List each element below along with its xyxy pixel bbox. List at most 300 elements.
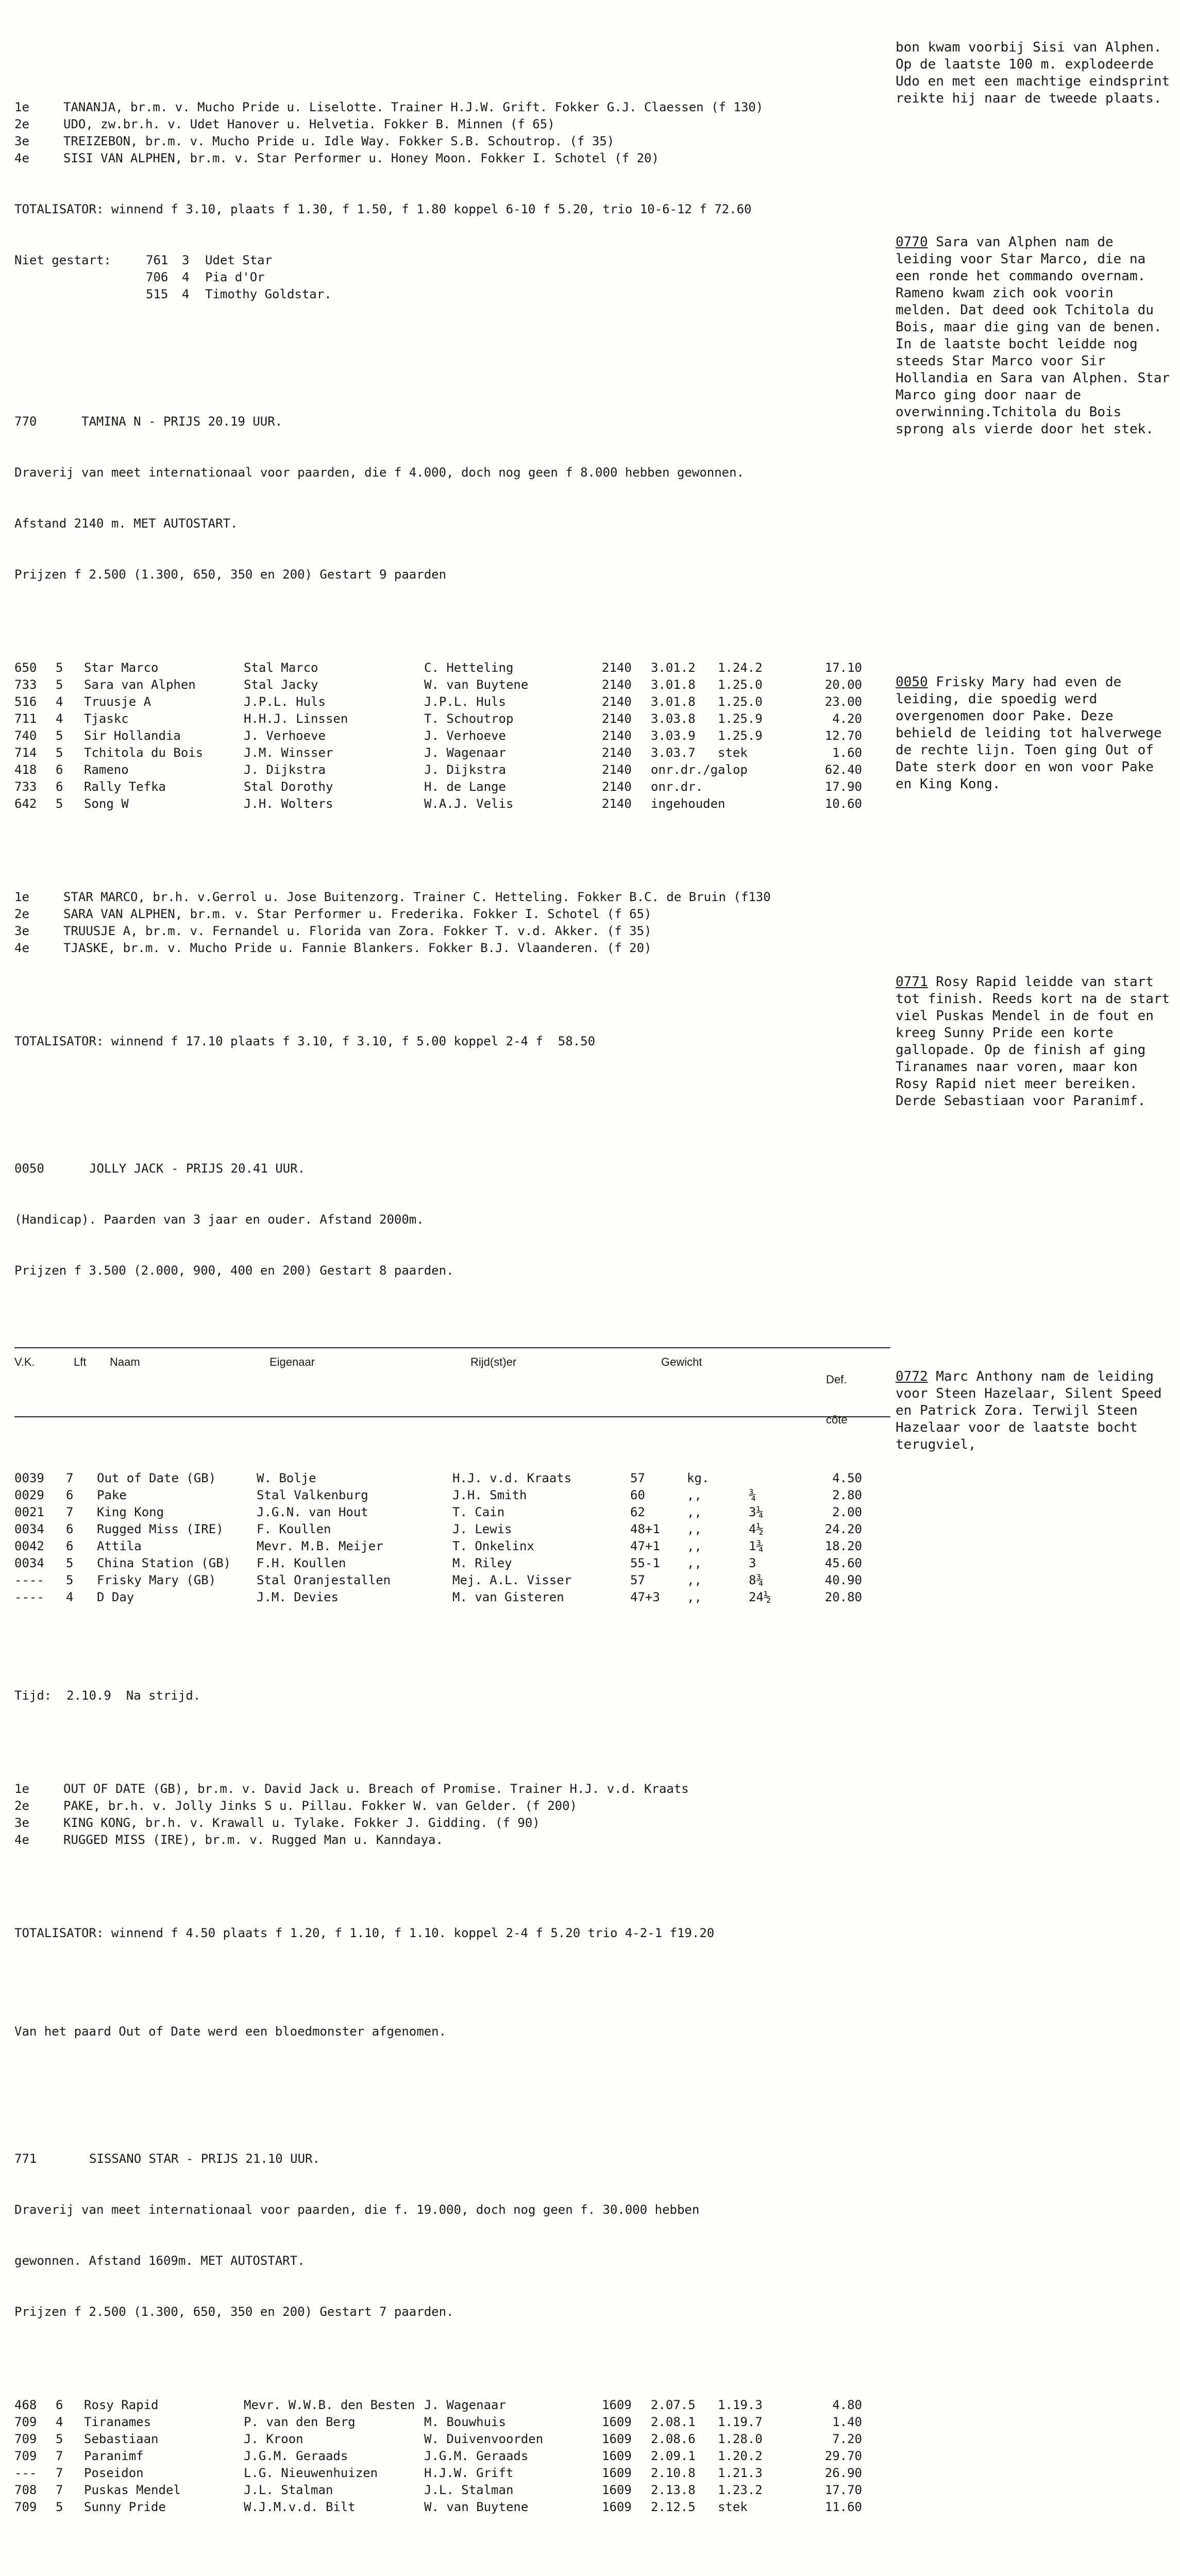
- race1-niet-gestart: [14, 252, 890, 303]
- horse-name: Rameno: [84, 762, 129, 777]
- distance: 2140: [602, 660, 632, 675]
- owner: Stal Marco: [244, 660, 318, 675]
- distance: 2140: [602, 711, 632, 726]
- horse-name: Rugged Miss (IRE): [97, 1522, 224, 1536]
- weight: 60: [630, 1488, 645, 1502]
- niet-gestart-row: [14, 286, 890, 303]
- table-row: [14, 693, 890, 710]
- table-row: [14, 2431, 890, 2448]
- race-title: TAMINA N - PRIJS 20.19 UUR.: [81, 414, 283, 429]
- horse-name: Timothy Goldstar.: [205, 287, 332, 301]
- age: 5: [56, 728, 63, 743]
- horse-name: Song W: [84, 796, 129, 811]
- results-column: [14, 31, 890, 2576]
- placing-position: 4e: [14, 151, 29, 165]
- time: 3.03.7: [651, 745, 696, 760]
- placing-row: [14, 1832, 890, 1849]
- driver: J.G.M. Geraads: [424, 2449, 529, 2463]
- table-row: [14, 659, 890, 676]
- race0050-time: Tijd: 2.10.9 Na strijd.: [14, 1688, 201, 1703]
- niet-gestart-row: [14, 252, 890, 269]
- time: 2.12.5: [651, 2500, 696, 2514]
- niet-gestart-row: [14, 269, 890, 286]
- race1-comment: [896, 39, 1174, 107]
- table-row: [14, 761, 890, 778]
- vk-number: 0034: [14, 1556, 44, 1570]
- horse-name: Sebastiaan: [84, 2432, 159, 2446]
- age: 5: [66, 1556, 74, 1570]
- age: 3: [182, 253, 190, 267]
- km-time: 1.19.3: [718, 2398, 763, 2412]
- age: 5: [56, 660, 63, 675]
- vk-number: 0042: [14, 1539, 44, 1553]
- age: 6: [56, 2398, 63, 2412]
- placing-text: SARA VAN ALPHEN, br.m. v. Star Performer u. Frederika. Fokker I. Schotel (f 65): [63, 907, 652, 921]
- distance: 1609: [602, 2500, 632, 2514]
- entry-number: 516: [14, 694, 37, 709]
- age: 5: [56, 796, 63, 811]
- age: 5: [56, 2432, 63, 2446]
- race770-results-table: [14, 659, 890, 812]
- km-time: 1.19.7: [718, 2415, 763, 2429]
- age: 4: [56, 694, 63, 709]
- distance-margin: 4½: [749, 1522, 764, 1536]
- header-lft: Lft: [74, 1355, 87, 1368]
- owner: J.M. Devies: [257, 1590, 339, 1604]
- horse-name: Sara van Alphen: [84, 677, 196, 692]
- km-time: 1.20.2: [718, 2449, 763, 2463]
- rider: J.H. Smith: [452, 1488, 527, 1502]
- odds: 1.60: [832, 745, 862, 760]
- time: onr.dr./galop: [651, 762, 748, 777]
- owner: Stal Oranjestallen: [257, 1573, 391, 1587]
- placing-row: [14, 1798, 890, 1815]
- horse-name: Rosy Rapid: [84, 2398, 159, 2412]
- race-number: 0050: [14, 1161, 44, 1176]
- km-time: 1.25.0: [718, 694, 763, 709]
- comment-code: 0772: [896, 1369, 928, 1384]
- race-title: SISSANO STAR - PRIJS 21.10 UUR.: [89, 2151, 320, 2166]
- time: onr.dr.: [651, 779, 703, 794]
- header-def: [826, 1346, 878, 1426]
- age: 4: [56, 711, 63, 726]
- weight: 47+1: [630, 1539, 660, 1553]
- race772-comment: [896, 1368, 1174, 1453]
- owner: L.G. Nieuwenhuizen: [244, 2466, 378, 2480]
- vk-number: 0021: [14, 1505, 44, 1519]
- rider: H.J. v.d. Kraats: [452, 1471, 572, 1485]
- time: 3.01.8: [651, 677, 696, 692]
- driver: W. van Buytene: [424, 2500, 529, 2514]
- horse-name: Truusje A: [84, 694, 151, 709]
- unit: kg.: [687, 1471, 710, 1485]
- odds: 45.60: [824, 1556, 862, 1570]
- km-time: [718, 761, 800, 778]
- distance: 2140: [602, 677, 632, 692]
- weight: 47+3: [630, 1590, 660, 1604]
- age: 7: [66, 1471, 74, 1485]
- km-time: [718, 778, 800, 795]
- odds: 62.40: [824, 762, 862, 777]
- race770-totalisator: TOTALISATOR: winnend f 17.10 plaats f 3.10, f 3.10, f 5.00 koppel 2-4 f 58.50: [14, 1034, 596, 1048]
- owner: J.G.N. van Hout: [257, 1505, 368, 1519]
- distance-margin: 24½: [749, 1590, 771, 1604]
- table-row: [14, 2414, 890, 2431]
- age: 4: [182, 287, 190, 301]
- owner: F.H. Koullen: [257, 1556, 346, 1570]
- header-def-line1: Def.: [826, 1373, 847, 1386]
- km-time: 1.23.2: [718, 2483, 763, 2497]
- time: 2.08.6: [651, 2432, 696, 2446]
- distance: 1609: [602, 2398, 632, 2412]
- header-vk: V.K.: [14, 1355, 35, 1368]
- placing-position: 4e: [14, 1833, 29, 1847]
- comment-text: Rosy Rapid leidde van start tot finish. Reeds kort na de start viel Puskas Mendel in de fout en kreeg Sunny Pride een korte gallopade. Op de finish af ging Tiranames naar voren, maar kon Rosy Rapid niet meer bereiken. Derde Sebastiaan voor Paranimf.: [896, 974, 1170, 1109]
- distance-margin: 1¾: [749, 1539, 764, 1553]
- placing-row: [14, 940, 890, 957]
- odds: 2.00: [832, 1505, 862, 1519]
- odds: 18.20: [824, 1539, 862, 1553]
- niet-gestart-label: Niet gestart:: [14, 253, 111, 267]
- age: 6: [66, 1488, 74, 1502]
- header-rijder: Rijd(st)er: [470, 1355, 517, 1368]
- odds: 20.80: [824, 1590, 862, 1604]
- time: 3.01.2: [651, 660, 696, 675]
- age: 5: [56, 745, 63, 760]
- placing-position: 1e: [14, 890, 29, 904]
- horse-name: Paranimf: [84, 2449, 144, 2463]
- time: ingehouden: [651, 796, 726, 811]
- time: 2.10.8: [651, 2466, 696, 2480]
- table-row: [14, 1470, 890, 1487]
- placing-position: 1e: [14, 100, 29, 114]
- unit: ,,: [687, 1539, 702, 1553]
- distance: 1609: [602, 2449, 632, 2463]
- race1-totalisator: TOTALISATOR: winnend f 3.10, plaats f 1.30, f 1.50, f 1.80 koppel 6-10 f 5.20, trio 10-6-12 f 72.60: [14, 202, 752, 216]
- niet-gestart-label: [14, 269, 146, 286]
- odds: 17.90: [824, 779, 862, 794]
- age: 7: [56, 2466, 63, 2480]
- distance-margin: 3: [749, 1556, 756, 1570]
- horse-name: Pia d'Or: [205, 270, 265, 284]
- distance: 1609: [602, 2466, 632, 2480]
- driver: J. Verhoeve: [424, 728, 506, 743]
- odds: 26.90: [824, 2466, 862, 2480]
- driver: C. Hetteling: [424, 660, 514, 675]
- km-time: 1.25.9: [718, 728, 763, 743]
- age: 7: [56, 2449, 63, 2463]
- time: 2.09.1: [651, 2449, 696, 2463]
- distance: 2140: [602, 762, 632, 777]
- race0050-heading: [14, 1160, 890, 1177]
- placing-position: 2e: [14, 117, 29, 131]
- driver: T. Schoutrop: [424, 711, 514, 726]
- time: 2.08.1: [651, 2415, 696, 2429]
- race-prizes: Prijzen f 2.500 (1.300, 650, 350 en 200) Gestart 9 paarden: [14, 567, 447, 582]
- driver: J. Wagenaar: [424, 745, 506, 760]
- entry-number: 709: [14, 2449, 37, 2463]
- owner: W.J.M.v.d. Bilt: [244, 2500, 356, 2514]
- distance: 2140: [602, 796, 632, 811]
- horse-name: Star Marco: [84, 660, 159, 675]
- entry-number: 709: [14, 2432, 37, 2446]
- driver: M. Bouwhuis: [424, 2415, 506, 2429]
- comment-code: 0771: [896, 974, 928, 990]
- entry-number: 709: [14, 2415, 37, 2429]
- race-description: Draverij van meet internationaal voor paarden, die f 4.000, doch nog geen f 8.000 hebben gewonnen.: [14, 465, 745, 480]
- distance: 2140: [602, 694, 632, 709]
- age: 4: [56, 2415, 63, 2429]
- owner: J. Verhoeve: [244, 728, 326, 743]
- comment-text: bon kwam voorbij Sisi van Alphen. Op de laatste 100 m. explodeerde Udo en met een machtige eindsprint reikte hij naar de tweede plaats.: [896, 40, 1170, 106]
- owner: J.L. Stalman: [244, 2483, 333, 2497]
- odds: 4.50: [832, 1471, 862, 1485]
- distance: 2140: [602, 728, 632, 743]
- unit: ,,: [687, 1505, 702, 1519]
- placing-text: TRUUSJE A, br.m. v. Fernandel u. Florida van Zora. Fokker T. v.d. Akker. (f 35): [63, 924, 652, 938]
- owner: J.G.M. Geraads: [244, 2449, 348, 2463]
- age: 4: [66, 1590, 74, 1604]
- driver: W.A.J. Velis: [424, 796, 514, 811]
- horse-name: Sunny Pride: [84, 2500, 166, 2514]
- odds: 40.90: [824, 1573, 862, 1587]
- table-row: [14, 676, 890, 693]
- race0050-totalisator: TOTALISATOR: winnend f 4.50 plaats f 1.20, f 1.10, f 1.10. koppel 2-4 f 5.20 trio 4-2-1 f19.20: [14, 1926, 715, 1940]
- odds: 1.40: [832, 2415, 862, 2429]
- race770-comment: [896, 234, 1174, 438]
- age: 5: [66, 1573, 74, 1587]
- weight: 57: [630, 1573, 645, 1587]
- race-number: 770: [14, 414, 37, 429]
- unit: ,,: [687, 1522, 702, 1536]
- header-naam: Naam: [110, 1355, 140, 1368]
- comment-text: Frisky Mary had even de leiding, die spoedig werd overgenomen door Pake. Deze behield de leiding tot halverwege de rechte lijn. Toen ging Out of Date sterk door en won voor Pake en King Kong.: [896, 674, 1162, 792]
- vk-number: 0034: [14, 1522, 44, 1536]
- placing-text: PAKE, br.h. v. Jolly Jinks S u. Pillau. Fokker W. van Gelder. (f 200): [63, 1799, 577, 1813]
- race771-comment: [896, 974, 1174, 1110]
- horse-name: Poseidon: [84, 2466, 144, 2480]
- placing-text: TREIZEBON, br.m. v. Mucho Pride u. Idle Way. Fokker S.B. Schoutrop. (f 35): [63, 134, 615, 148]
- owner: Stal Dorothy: [244, 779, 333, 794]
- header-gewicht: Gewicht: [661, 1355, 702, 1368]
- race0050-results-table: [14, 1470, 890, 1606]
- distance: 1609: [602, 2432, 632, 2446]
- comment-text: Marc Anthony nam de leiding voor Steen Hazelaar, Silent Speed en Patrick Zora. Terwijl Steen Hazelaar voor de laatste bocht terugviel,: [896, 1369, 1162, 1452]
- driver: J. Dijkstra: [424, 762, 506, 777]
- placing-text: KING KONG, br.h. v. Krawall u. Tylake. Fokker J. Gidding. (f 90): [63, 1816, 540, 1830]
- placing-row: [14, 889, 890, 906]
- table-row: [14, 1589, 890, 1606]
- age: 7: [66, 1505, 74, 1519]
- entry-number: 740: [14, 728, 37, 743]
- table-row: [14, 2482, 890, 2499]
- entry-number: 468: [14, 2398, 37, 2412]
- distance-margin: ¾: [749, 1488, 756, 1502]
- horse-name: Pake: [97, 1488, 127, 1502]
- horse-name: Out of Date (GB): [97, 1471, 216, 1485]
- race-distance: Afstand 2140 m. MET AUTOSTART.: [14, 516, 238, 531]
- odds: 4.20: [832, 711, 862, 726]
- odds: 2.80: [832, 1488, 862, 1502]
- placing-position: 2e: [14, 907, 29, 921]
- unit: ,,: [687, 1488, 702, 1502]
- owner: J. Dijkstra: [244, 762, 326, 777]
- time: 3.03.8: [651, 711, 696, 726]
- owner: F. Koullen: [257, 1522, 331, 1536]
- rider: M. Riley: [452, 1556, 512, 1570]
- table-row: [14, 1555, 890, 1572]
- rider: Mej. A.L. Visser: [452, 1573, 572, 1587]
- table-row: [14, 2465, 890, 2482]
- owner: J.H. Wolters: [244, 796, 333, 811]
- distance: 1609: [602, 2483, 632, 2497]
- km-time: stek: [718, 745, 748, 760]
- unit: ,,: [687, 1590, 702, 1604]
- race0050-placings: [14, 1781, 890, 1849]
- table-header: [14, 1313, 890, 1426]
- placing-row: [14, 923, 890, 940]
- time: 3.01.8: [651, 694, 696, 709]
- entry-number: 709: [14, 2500, 37, 2514]
- comment-code: 0770: [896, 234, 928, 250]
- unit: ,,: [687, 1556, 702, 1570]
- horse-name: Sir Hollandia: [84, 728, 181, 743]
- owner: H.H.J. Linssen: [244, 711, 348, 726]
- rider: T. Onkelinx: [452, 1539, 534, 1553]
- owner: J.M. Winsser: [244, 745, 333, 760]
- age: 6: [56, 779, 63, 794]
- race-prizes: Prijzen f 3.500 (2.000, 900, 400 en 200) Gestart 8 paarden.: [14, 1263, 454, 1278]
- weight: 57: [630, 1471, 645, 1485]
- placing-position: 2e: [14, 1799, 29, 1813]
- entry-number: 515: [146, 287, 168, 301]
- placing-text: TANANJA, br.m. v. Mucho Pride u. Liselotte. Trainer H.J.W. Grift. Fokker G.J. Claessen (f 130): [63, 100, 764, 114]
- table-row: [14, 1572, 890, 1589]
- entry-number: 708: [14, 2483, 37, 2497]
- weight: 62: [630, 1505, 645, 1519]
- owner: J.P.L. Huls: [244, 694, 326, 709]
- odds: 20.00: [824, 677, 862, 692]
- header-eigenaar: Eigenaar: [269, 1355, 315, 1368]
- distance-margin: 8¾: [749, 1573, 764, 1587]
- table-row: [14, 727, 890, 744]
- placing-row: [14, 1781, 890, 1798]
- entry-number: 650: [14, 660, 37, 675]
- odds: 24.20: [824, 1522, 862, 1536]
- weight: 55-1: [630, 1556, 660, 1570]
- odds: 10.60: [824, 796, 862, 811]
- header-def-line2: côte: [826, 1413, 848, 1426]
- entry-number: 711: [14, 711, 37, 726]
- owner: J. Kroon: [244, 2432, 304, 2446]
- placing-text: UDO, zw.br.h. v. Udet Hanover u. Helvetia. Fokker B. Minnen (f 65): [63, 117, 555, 131]
- race0050-note: Van het paard Out of Date werd een bloedmonster afgenomen.: [14, 2024, 447, 2039]
- entry-number: 706: [146, 270, 168, 284]
- owner: Mevr. W.W.B. den Besten: [244, 2398, 415, 2412]
- unit: ,,: [687, 1573, 702, 1587]
- horse-name: Frisky Mary (GB): [97, 1573, 216, 1587]
- odds: 17.10: [824, 660, 862, 675]
- race770-placings: [14, 889, 890, 957]
- race-description: (Handicap). Paarden van 3 jaar en ouder. Afstand 2000m.: [14, 1212, 424, 1227]
- weight: 48+1: [630, 1522, 660, 1536]
- placing-text: RUGGED MISS (IRE), br.m. v. Rugged Man u. Kanndaya.: [63, 1833, 443, 1847]
- vk-number: 0039: [14, 1471, 44, 1485]
- km-time: 1.21.3: [718, 2466, 763, 2480]
- table-row: [14, 2448, 890, 2465]
- distance-margin: 3¼: [749, 1505, 764, 1519]
- placing-position: 3e: [14, 1816, 29, 1830]
- placing-text: SISI VAN ALPHEN, br.m. v. Star Performer u. Honey Moon. Fokker I. Schotel (f 20): [63, 151, 659, 165]
- horse-name: Tchitola du Bois: [84, 745, 204, 760]
- entry-number: ---: [14, 2466, 37, 2480]
- placing-row: [14, 133, 890, 150]
- table-row: [14, 710, 890, 727]
- age: 6: [66, 1522, 74, 1536]
- driver: W. Duivenvoorden: [424, 2432, 544, 2446]
- horse-name: Puskas Mendel: [84, 2483, 181, 2497]
- odds: 23.00: [824, 694, 862, 709]
- driver: J.L. Stalman: [424, 2483, 514, 2497]
- rider: M. van Gisteren: [452, 1590, 564, 1604]
- odds: 7.20: [832, 2432, 862, 2446]
- horse-name: Attila: [97, 1539, 142, 1553]
- odds: 17.70: [824, 2483, 862, 2497]
- km-time: [718, 795, 800, 812]
- rider: T. Cain: [452, 1505, 505, 1519]
- race-title: JOLLY JACK - PRIJS 20.41 UUR.: [89, 1161, 306, 1176]
- race-distance: gewonnen. Afstand 1609m. MET AUTOSTART.: [14, 2253, 305, 2268]
- placing-row: [14, 1815, 890, 1832]
- placing-row: [14, 116, 890, 133]
- niet-gestart-label: [14, 286, 146, 303]
- horse-name: Tjaskc: [84, 711, 129, 726]
- odds: 29.70: [824, 2449, 862, 2463]
- vk-number: ----: [14, 1573, 44, 1587]
- driver: H. de Lange: [424, 779, 506, 794]
- distance: 1609: [602, 2415, 632, 2429]
- entry-number: 733: [14, 677, 37, 692]
- placing-text: TJASKE, br.m. v. Mucho Pride u. Fannie Blankers. Fokker B.J. Vlaanderen. (f 20): [63, 941, 652, 955]
- odds: 11.60: [824, 2500, 862, 2514]
- placing-row: [14, 99, 890, 116]
- owner: P. van den Berg: [244, 2415, 356, 2429]
- placing-position: 4e: [14, 941, 29, 955]
- horse-name: Udet Star: [205, 253, 273, 267]
- table-row: [14, 795, 890, 812]
- race-number: 771: [14, 2151, 37, 2166]
- table-row: [14, 2499, 890, 2516]
- time: 2.13.8: [651, 2483, 696, 2497]
- vk-number: ----: [14, 1590, 44, 1604]
- owner: Mevr. M.B. Meijer: [257, 1539, 383, 1553]
- km-time: 1.25.9: [718, 711, 763, 726]
- km-time: 1.28.0: [718, 2432, 763, 2446]
- driver: H.J.W. Grift: [424, 2466, 514, 2480]
- age: 4: [182, 270, 190, 284]
- horse-name: King Kong: [97, 1505, 164, 1519]
- distance-margin: [749, 1470, 805, 1487]
- owner: Stal Valkenburg: [257, 1488, 368, 1502]
- table-row: [14, 1538, 890, 1555]
- placing-position: 3e: [14, 134, 29, 148]
- horse-name: D Day: [97, 1590, 134, 1604]
- driver: J. Wagenaar: [424, 2398, 506, 2412]
- km-time: 1.25.0: [718, 677, 763, 692]
- table-row: [14, 744, 890, 761]
- race-description: Draverij van meet internationaal voor paarden, die f. 19.000, doch nog geen f. 30.000 hebben: [14, 2202, 700, 2217]
- age: 6: [56, 762, 63, 777]
